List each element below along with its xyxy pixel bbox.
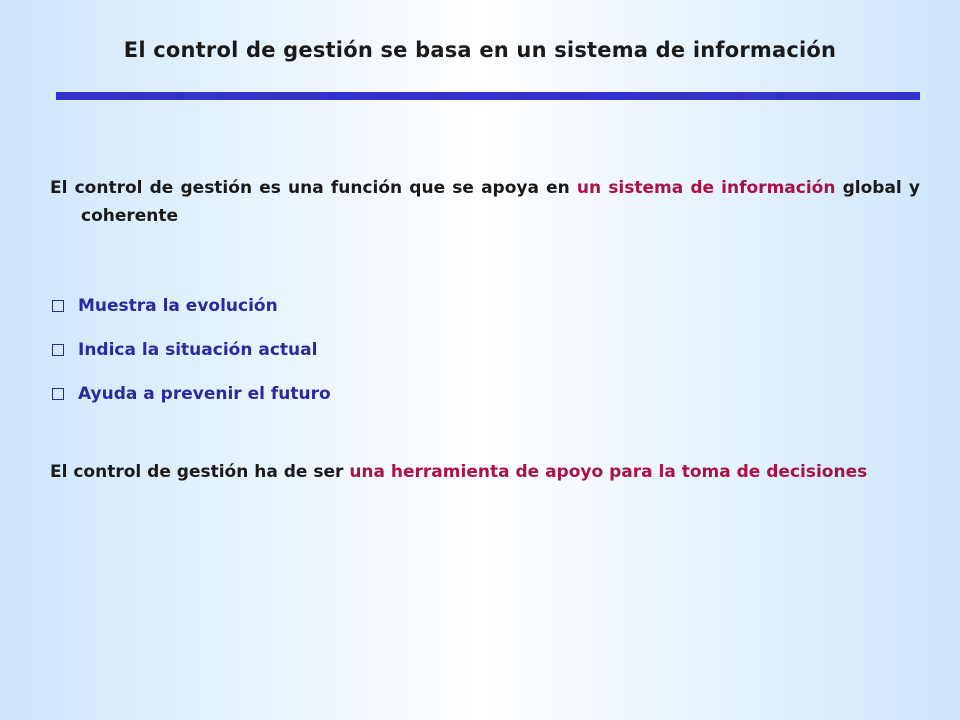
paragraph-info-system <box>50 174 920 230</box>
title-underline <box>56 92 920 100</box>
paragraph-1-highlight: un sistema de información <box>576 178 836 198</box>
checkbox-icon <box>52 344 64 356</box>
paragraph-1-text-before: El control de gestión es una función que se apoya en <box>50 178 577 198</box>
bullet-label: Indica la situación actual <box>78 340 318 360</box>
paragraph-2-highlight: una herramienta de apoyo para la toma de decisiones <box>349 462 868 482</box>
bullet-label: Ayuda a prevenir el futuro <box>78 384 331 404</box>
bullet-list <box>52 284 331 416</box>
bullet-label: Muestra la evolución <box>78 296 278 316</box>
checkbox-icon <box>52 300 64 312</box>
bullet-item <box>52 328 331 372</box>
paragraph-1-text-after: global y coherente <box>81 178 920 226</box>
paragraph-decision-tool <box>50 458 920 486</box>
bullet-item <box>52 284 331 328</box>
checkbox-icon <box>52 388 64 400</box>
bullet-item <box>52 372 331 416</box>
slide-title: El control de gestión se basa en un sistema de información <box>123 38 837 62</box>
paragraph-2-text-before: El control de gestión ha de ser <box>50 462 350 482</box>
